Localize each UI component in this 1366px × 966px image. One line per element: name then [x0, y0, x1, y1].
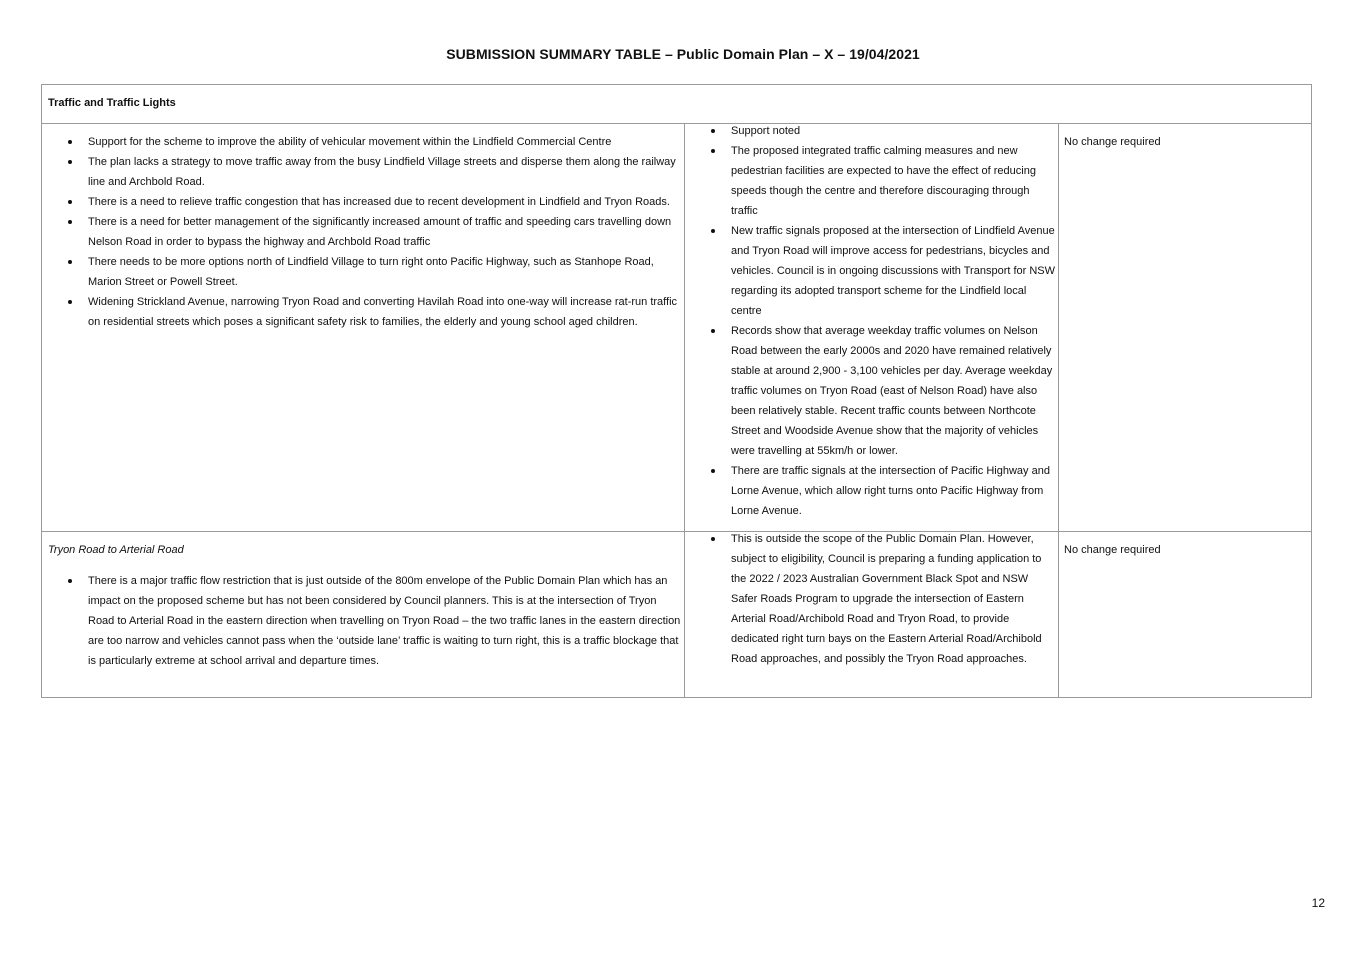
section-divider — [41, 123, 1312, 124]
response-item: The proposed integrated traffic calming measures and new pedestrian facilities are expected to have the effect of reducing speeds though the centre and therefore discouraging through traffic — [685, 141, 1056, 221]
row-1-responses — [685, 121, 1056, 521]
row-divider — [41, 531, 1312, 532]
response-item: This is outside the scope of the Public Domain Plan. However, subject to eligibility, Council is preparing a funding application to the 2022 / 2023 Australian Government Black Spot and NSW Safer Roads Program to upgrade the intersection of Eastern Arterial Road/Archibold Road and Tryon Road, to provide dedicated right turn bays on the Eastern Arterial Road/Archibold Road approaches, and possibly the Tryon Road approaches. — [685, 529, 1056, 669]
submission-item: There needs to be more options north of Lindfield Village to turn right onto Pacific Highway, such as Stanhope Road, Marion Street or Powell Street. — [41, 252, 681, 292]
table-border-bottom — [41, 697, 1312, 698]
submission-item: The plan lacks a strategy to move traffic away from the busy Lindfield Village streets and disperse them along the railway line and Archbold Road. — [41, 152, 681, 192]
row-2-subheading: Tryon Road to Arterial Road — [48, 544, 184, 556]
response-item: New traffic signals proposed at the intersection of Lindfield Avenue and Tryon Road will improve access for pedestrians, bicycles and vehicles. Council is in ongoing discussions with Transport for NSW regarding its adopted transport scheme for the Lindfield local centre — [685, 221, 1056, 321]
table-border-top — [41, 84, 1312, 85]
submission-item: There is a need to relieve traffic congestion that has increased due to recent development in Lindfield and Tryon Roads. — [41, 192, 681, 212]
section-title: Traffic and Traffic Lights — [48, 97, 176, 109]
submission-table — [41, 84, 1312, 698]
response-item: Records show that average weekday traffic volumes on Nelson Road between the early 2000s and 2020 have remained relatively stable at around 2,900 - 3,100 vehicles per day. Average weekday traffic volumes on Tryon Road (east of Nelson Road) have also been relatively stable. Recent traffic counts between Northcote Street and Woodside Avenue show that the majority of vehicles were travelling at 55km/h or lower. — [685, 321, 1056, 461]
page-number: 12 — [1311, 896, 1325, 910]
submission-item: There is a need for better management of the significantly increased amount of traffic and speeding cars travelling down Nelson Road in order to bypass the highway and Archbold Road traffic — [41, 212, 681, 252]
row-1-submissions — [41, 132, 681, 332]
row-1-action: No change required — [1064, 136, 1161, 148]
table-border-right — [1311, 84, 1312, 698]
response-item: There are traffic signals at the intersection of Pacific Highway and Lorne Avenue, which allow right turns onto Pacific Highway from Lorne Avenue. — [685, 461, 1056, 521]
row-2-submissions — [41, 571, 681, 671]
row-2-responses — [685, 529, 1056, 669]
response-item: Support noted — [685, 121, 1056, 141]
submission-item: Widening Strickland Avenue, narrowing Tryon Road and converting Havilah Road into one-way will increase rat-run traffic on residential streets which poses a significant safety risk to families, the elderly and young school aged children. — [41, 292, 681, 332]
submission-item: There is a major traffic flow restriction that is just outside of the 800m envelope of the Public Domain Plan which has an impact on the proposed scheme but has not been considered by Council planners. This is at the intersection of Tryon Road to Arterial Road in the eastern direction when travelling on Tryon Road – the two traffic lanes in the eastern direction are too narrow and vehicles cannot pass when the ‘outside lane’ traffic is waiting to turn right, this is a traffic blockage that is particularly extreme at school arrival and departure times. — [41, 571, 681, 671]
document-title: SUBMISSION SUMMARY TABLE – Public Domain Plan – X – 19/04/2021 — [446, 46, 920, 62]
submission-item: Support for the scheme to improve the ability of vehicular movement within the Lindfield Commercial Centre — [41, 132, 681, 152]
row-2-action: No change required — [1064, 544, 1161, 556]
column-divider-2 — [1058, 123, 1059, 698]
